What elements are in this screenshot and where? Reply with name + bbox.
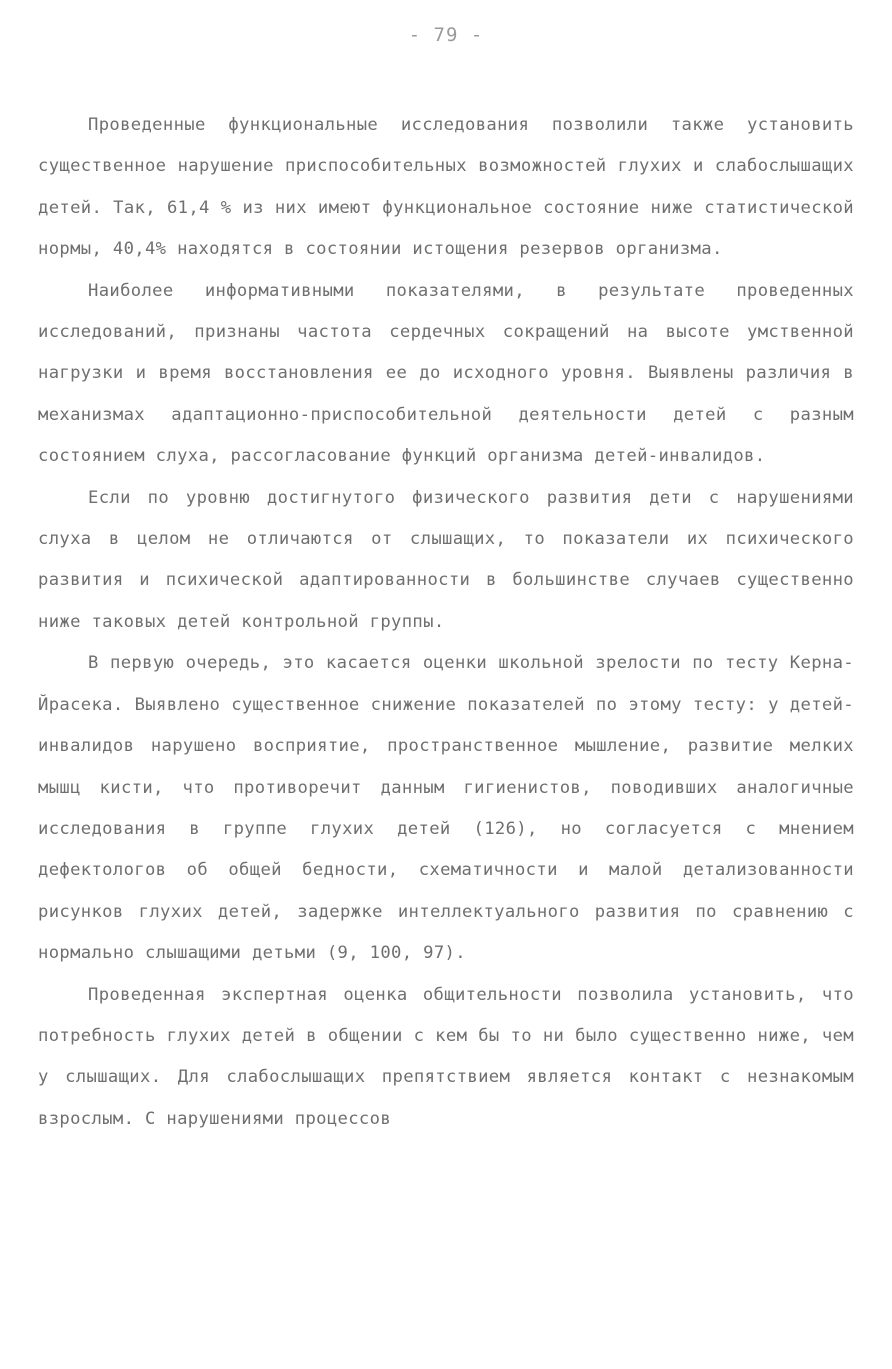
paragraph-4: В первую очередь, это касается оценки школьной зрелости по тесту Керна-Йрасека. Выявлено существенное снижение показателей по этому тесту: у детей-инвалидов нарушено восприятие, пространственное мышление, развитие мелких мышц кисти, что противоречит данным гигиенистов, поводивших аналогичные исследования в группе глухих детей (126), но согласуется с мнением дефектологов об общей бедности, схематичности и малой детализованности рисунков глухих детей, задержке интеллектуального развития по сравнению с нормально слышащими детьми (9, 100, 97). [38,653,854,964]
body-text [38,105,854,1140]
paragraph-3: Если по уровню достигнутого физического развития дети с нарушениями слуха в целом не отличаются от слышащих, то показатели их психического развития и психической адаптированности в большинстве случаев существенно ниже таковых детей контрольной группы. [38,487,854,632]
paragraph-5: Проведенная экспертная оценка общительности позволила установить, что потребность глухих детей в общении с кем бы то ни было существенно ниже, чем у слышащих. Для слабослышащих препятствием является контакт с незнакомым взрослым. С нарушениями процессов [38,984,854,1129]
paragraph-2: Наиболее информативными показателями, в результате проведенных исследований, признаны частота сердечных сокращений на высоте умственной нагрузки и время восстановления ее до исходного уровня. Выявлены различия в механизмах адаптационно-приспособительной деятельности детей с разным состоянием слуха, рассогласование функций организма детей-инвалидов. [38,280,854,467]
paragraph-1: Проведенные функциональные исследования позволили также установить существенное нарушение приспособительных возможностей глухих и слабослышащих детей. Так, 61,4 % из них имеют функциональное состояние ниже статистической нормы, 40,4% находятся в состоянии истощения резервов организма. [38,115,854,260]
page-number: - 79 - [408,24,484,46]
